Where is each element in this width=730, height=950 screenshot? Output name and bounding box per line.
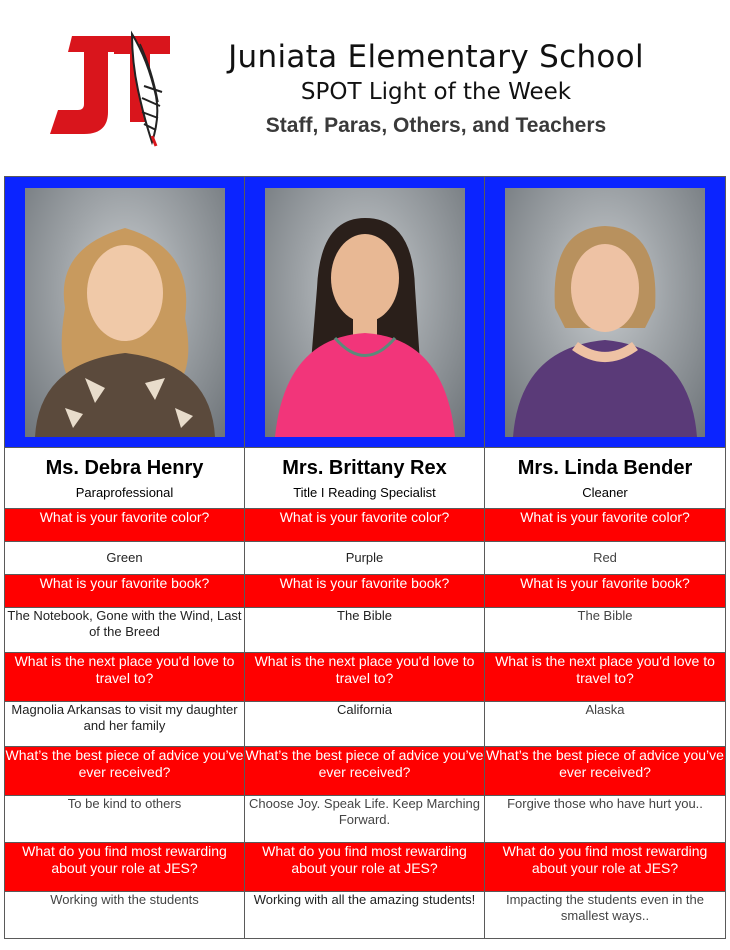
answer-cell: Working with all the amazing students!	[245, 892, 485, 939]
staff-role: Paraprofessional	[75, 485, 174, 500]
spotlight-subtitle: SPOT Light of the Week	[300, 79, 572, 105]
question-cell: What do you find most rewarding about your role at JES?	[5, 843, 245, 892]
answer-row	[5, 892, 726, 939]
photo-cell	[5, 177, 245, 448]
spotlight-table	[4, 176, 726, 939]
staff-role: Cleaner	[582, 485, 628, 500]
question-cell: What is the next place you'd love to travel to?	[485, 653, 726, 702]
question-cell: What is your favorite book?	[245, 575, 485, 608]
staff-header-cell	[5, 448, 245, 509]
answer-cell: Magnolia Arkansas to visit my daughter and her family	[5, 702, 245, 747]
question-cell: What do you find most rewarding about your role at JES?	[245, 843, 485, 892]
question-row	[5, 747, 726, 796]
answer-cell: Purple	[245, 542, 485, 575]
staff-name: Mrs. Linda Bender	[517, 457, 693, 479]
answer-cell: Working with the students	[5, 892, 245, 939]
staff-photo-debra-henry	[25, 188, 225, 437]
answer-cell: Green	[5, 542, 245, 575]
answer-cell: Choose Joy. Speak Life. Keep Marching Forward.	[245, 796, 485, 843]
answer-cell: Alaska	[485, 702, 726, 747]
question-cell: What is your favorite book?	[485, 575, 726, 608]
question-row	[5, 653, 726, 702]
staff-photo-linda-bender	[505, 188, 705, 437]
category-subtitle: Staff, Paras, Others, and Teachers	[265, 114, 607, 137]
question-cell: What is your favorite book?	[5, 575, 245, 608]
answer-cell: California	[245, 702, 485, 747]
question-cell: What do you find most rewarding about your role at JES?	[485, 843, 726, 892]
answer-cell: To be kind to others	[5, 796, 245, 843]
photo-cell	[485, 177, 726, 448]
answer-cell: The Notebook, Gone with the Wind, Last of the Breed	[5, 608, 245, 653]
question-cell: What’s the best piece of advice you’ve ever received?	[245, 747, 485, 796]
names-row	[5, 448, 726, 509]
question-cell: What is the next place you'd love to travel to?	[245, 653, 485, 702]
staff-role: Title I Reading Specialist	[293, 485, 436, 500]
staff-name: Mrs. Brittany Rex	[282, 457, 447, 479]
question-row	[5, 509, 726, 542]
staff-photo-brittany-rex	[265, 188, 465, 437]
answer-cell: The Bible	[245, 608, 485, 653]
page-header	[0, 0, 730, 176]
answer-cell: Impacting the students even in the smallest ways..	[485, 892, 726, 939]
question-row	[5, 575, 726, 608]
staff-header-cell	[485, 448, 726, 509]
answer-cell: The Bible	[485, 608, 726, 653]
answer-row	[5, 608, 726, 653]
answer-row	[5, 702, 726, 747]
question-cell: What is the next place you'd love to travel to?	[5, 653, 245, 702]
staff-header-cell	[245, 448, 485, 509]
staff-name: Ms. Debra Henry	[45, 457, 204, 479]
answer-row	[5, 796, 726, 843]
question-cell: What is your favorite color?	[485, 509, 726, 542]
question-cell: What’s the best piece of advice you’ve ever received?	[5, 747, 245, 796]
answer-row	[5, 542, 726, 575]
answer-cell: Forgive those who have hurt you..	[485, 796, 726, 843]
question-cell: What is your favorite color?	[245, 509, 485, 542]
question-cell: What is your favorite color?	[5, 509, 245, 542]
photo-cell	[245, 177, 485, 448]
school-name: Juniata Elementary School	[228, 39, 644, 75]
jes-logo-icon	[44, 26, 174, 150]
question-cell: What’s the best piece of advice you’ve ever received?	[485, 747, 726, 796]
question-row	[5, 843, 726, 892]
answer-cell: Red	[485, 542, 726, 575]
photo-row	[5, 177, 726, 448]
